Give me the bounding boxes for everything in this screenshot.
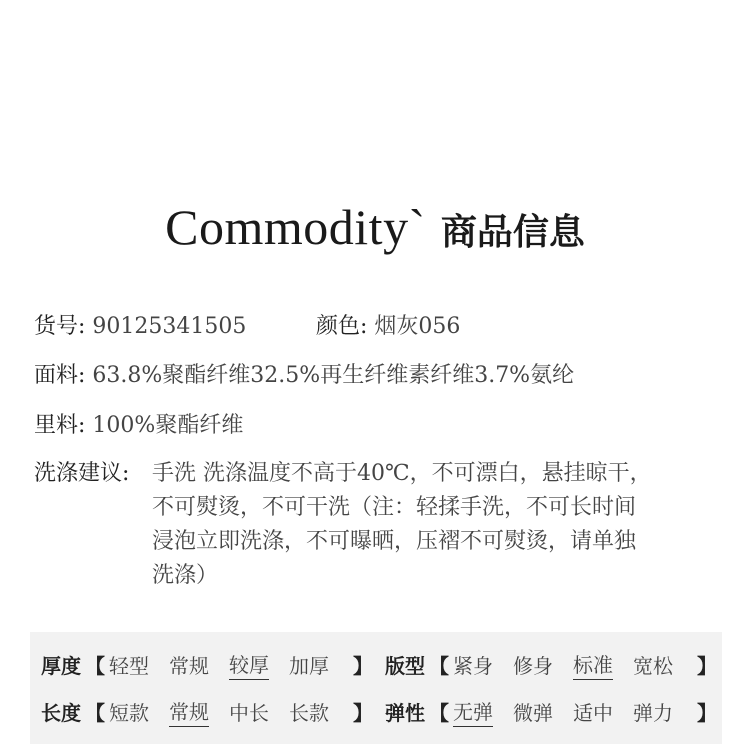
fit-option-selected: 标准 bbox=[573, 649, 613, 680]
attr-group-thickness bbox=[41, 649, 377, 680]
thickness-option-selected: 较厚 bbox=[229, 649, 269, 680]
item-no-label: 货号: bbox=[34, 314, 86, 339]
fit-option: 紧身 bbox=[453, 653, 493, 678]
washing-instructions bbox=[152, 457, 720, 593]
bracket-open: 【 bbox=[85, 654, 105, 678]
heading-english: Commodity` bbox=[165, 199, 426, 255]
fabric-label: 面料: bbox=[34, 363, 86, 388]
fit-option: 宽松 bbox=[633, 653, 673, 678]
lining-value: 100%聚酯纤维 bbox=[92, 413, 244, 438]
washing-line: 不可熨烫，不可干洗（注：轻揉手洗，不可长时间 bbox=[152, 495, 637, 520]
washing-label: 洗涤建议: bbox=[34, 461, 130, 486]
elasticity-option: 适中 bbox=[573, 700, 613, 725]
elasticity-label: 弹性 bbox=[385, 701, 425, 725]
bracket-open: 【 bbox=[429, 654, 449, 678]
length-option: 中长 bbox=[229, 700, 269, 725]
fit-label: 版型 bbox=[385, 654, 425, 678]
elasticity-option: 弹力 bbox=[633, 700, 673, 725]
color-value: 烟灰056 bbox=[374, 314, 461, 339]
bracket-close: 】 bbox=[697, 654, 717, 678]
thickness-option: 轻型 bbox=[109, 653, 149, 678]
length-option-selected: 常规 bbox=[169, 696, 209, 727]
length-option: 长款 bbox=[289, 700, 329, 725]
washing-line: 浸泡立即洗涤，不可曝晒，压褶不可熨烫，请单独 bbox=[152, 529, 637, 554]
info-row-lining bbox=[34, 408, 243, 439]
lining-label: 里料: bbox=[34, 413, 86, 438]
thickness-label: 厚度 bbox=[41, 654, 81, 678]
bracket-open: 【 bbox=[85, 701, 105, 725]
length-option: 短款 bbox=[109, 700, 149, 725]
heading-chinese: 商品信息 bbox=[440, 212, 585, 253]
attr-group-length bbox=[41, 696, 377, 727]
attribute-panel bbox=[30, 632, 722, 744]
fabric-value: 63.8%聚酯纤维32.5%再生纤维素纤维3.7%氨纶 bbox=[92, 363, 575, 388]
bracket-close: 】 bbox=[353, 701, 373, 725]
thickness-option: 加厚 bbox=[289, 653, 329, 678]
info-row-fabric bbox=[34, 358, 574, 389]
color-field bbox=[316, 309, 460, 340]
bracket-close: 】 bbox=[697, 701, 717, 725]
elasticity-option: 微弹 bbox=[513, 700, 553, 725]
bracket-close: 】 bbox=[353, 654, 373, 678]
item-no-value: 90125341505 bbox=[92, 314, 247, 339]
info-row-item-color bbox=[34, 309, 461, 340]
color-label: 颜色: bbox=[316, 314, 368, 339]
attr-group-elasticity bbox=[385, 696, 721, 727]
fit-option: 修身 bbox=[513, 653, 553, 678]
washing-line: 洗涤） bbox=[152, 563, 219, 588]
elasticity-option-selected: 无弹 bbox=[453, 696, 493, 727]
thickness-option: 常规 bbox=[169, 653, 209, 678]
attr-group-fit bbox=[385, 649, 721, 680]
bracket-open: 【 bbox=[429, 701, 449, 725]
length-label: 长度 bbox=[41, 701, 81, 725]
section-heading bbox=[0, 198, 750, 256]
washing-line: 手洗 洗涤温度不高于40℃，不可漂白，悬挂晾干， bbox=[152, 461, 652, 486]
